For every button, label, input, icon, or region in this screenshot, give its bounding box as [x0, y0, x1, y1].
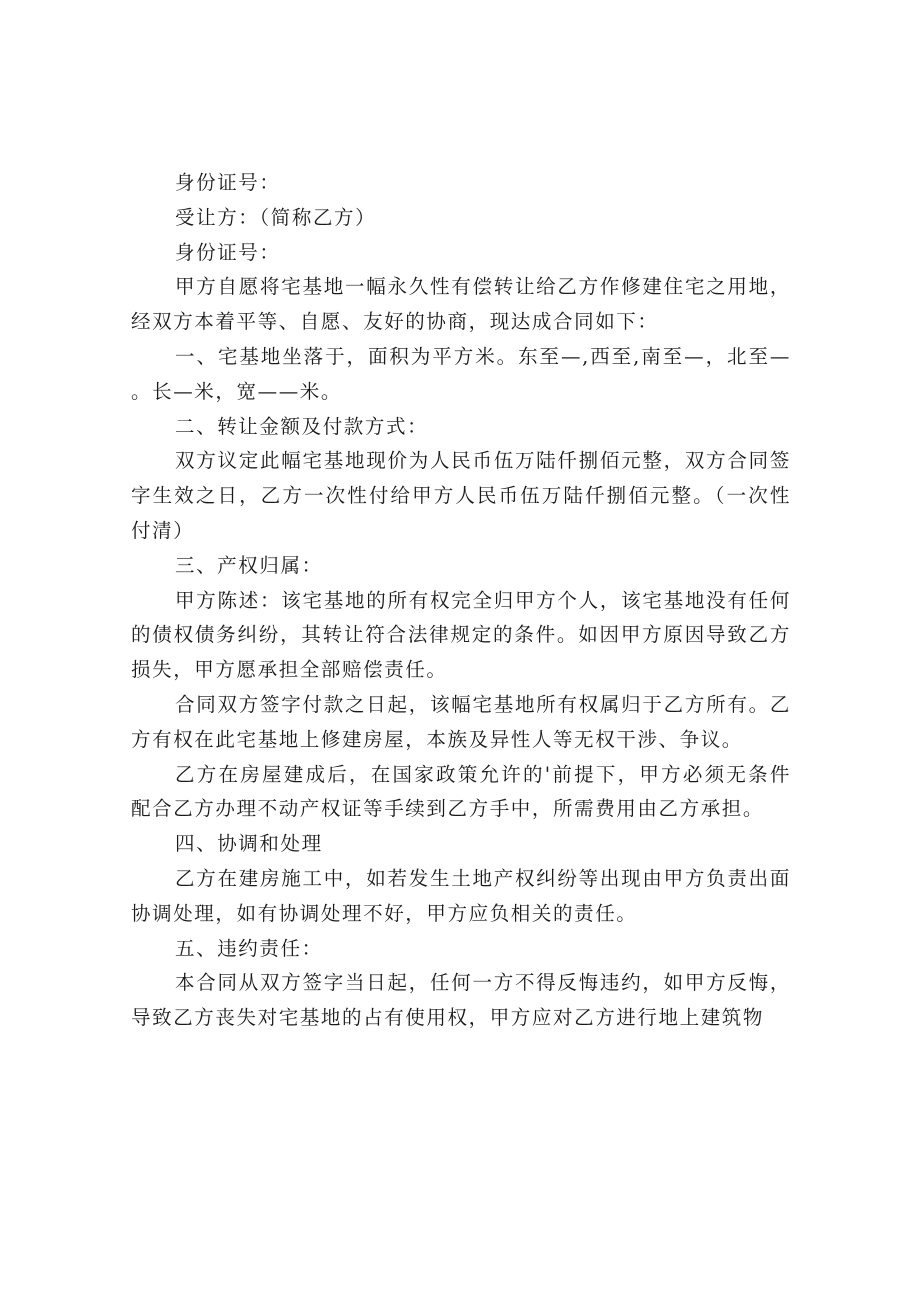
clause-3-certificate: 乙方在房屋建成后，在国家政策允许的'前提下，甲方必须无条件配合乙方办理不动产权证等手续到乙方手中，所需费用由乙方承担。: [131, 762, 791, 821]
contract-body: [131, 166, 791, 1036]
transferee-line: 受让方：（简称乙方）: [175, 205, 377, 229]
preamble-paragraph: 甲方自愿将宅基地一幅永久性有偿转让给乙方作修建住宅之用地，经双方本着平等、自愿、友好的协商，现达成合同如下：: [131, 275, 791, 334]
clause-3-heading: 三、产权归属：: [175, 553, 323, 577]
clause-5-heading: 五、违约责任：: [175, 936, 323, 960]
clause-4-coordination: 乙方在建房施工中，如若发生土地产权纠纷等出现由甲方负责出面协调处理，如有协调处理不好，甲方应负相关的责任。: [131, 866, 791, 925]
clause-2-heading: 二、转让金额及付款方式：: [175, 414, 429, 438]
clause-3-ownership: 合同双方签字付款之日起，该幅宅基地所有权属归于乙方所有。乙方有权在此宅基地上修建房屋，本族及异性人等无权干涉、争议。: [131, 692, 791, 751]
clause-2-payment: 双方议定此幅宅基地现价为人民币伍万陆仟捌佰元整，双方合同签字生效之日，乙方一次性付给甲方人民币伍万陆仟捌佰元整。（一次性付清）: [131, 449, 791, 542]
clause-4-heading: 四、协调和处理: [175, 832, 323, 856]
clause-3-statement: 甲方陈述：该宅基地的所有权完全归甲方个人，该宅基地没有任何的债权债务纠纷，其转让符合法律规定的条件。如因甲方原因导致乙方损失，甲方愿承担全部赔偿责任。: [131, 588, 791, 682]
clause-1-location: 一、宅基地坐落于，面积为平方米。东至—,西至,南至—，北至—。长—米，宽——米。: [131, 344, 791, 403]
transferor-id-line: 身份证号：: [175, 171, 281, 194]
clause-5-breach: 本合同从双方签字当日起，任何一方不得反悔违约，如甲方反悔，导致乙方丧失对宅基地的占有使用权，甲方应对乙方进行地上建筑物: [131, 971, 791, 1030]
transferee-id-line: 身份证号：: [175, 240, 281, 264]
